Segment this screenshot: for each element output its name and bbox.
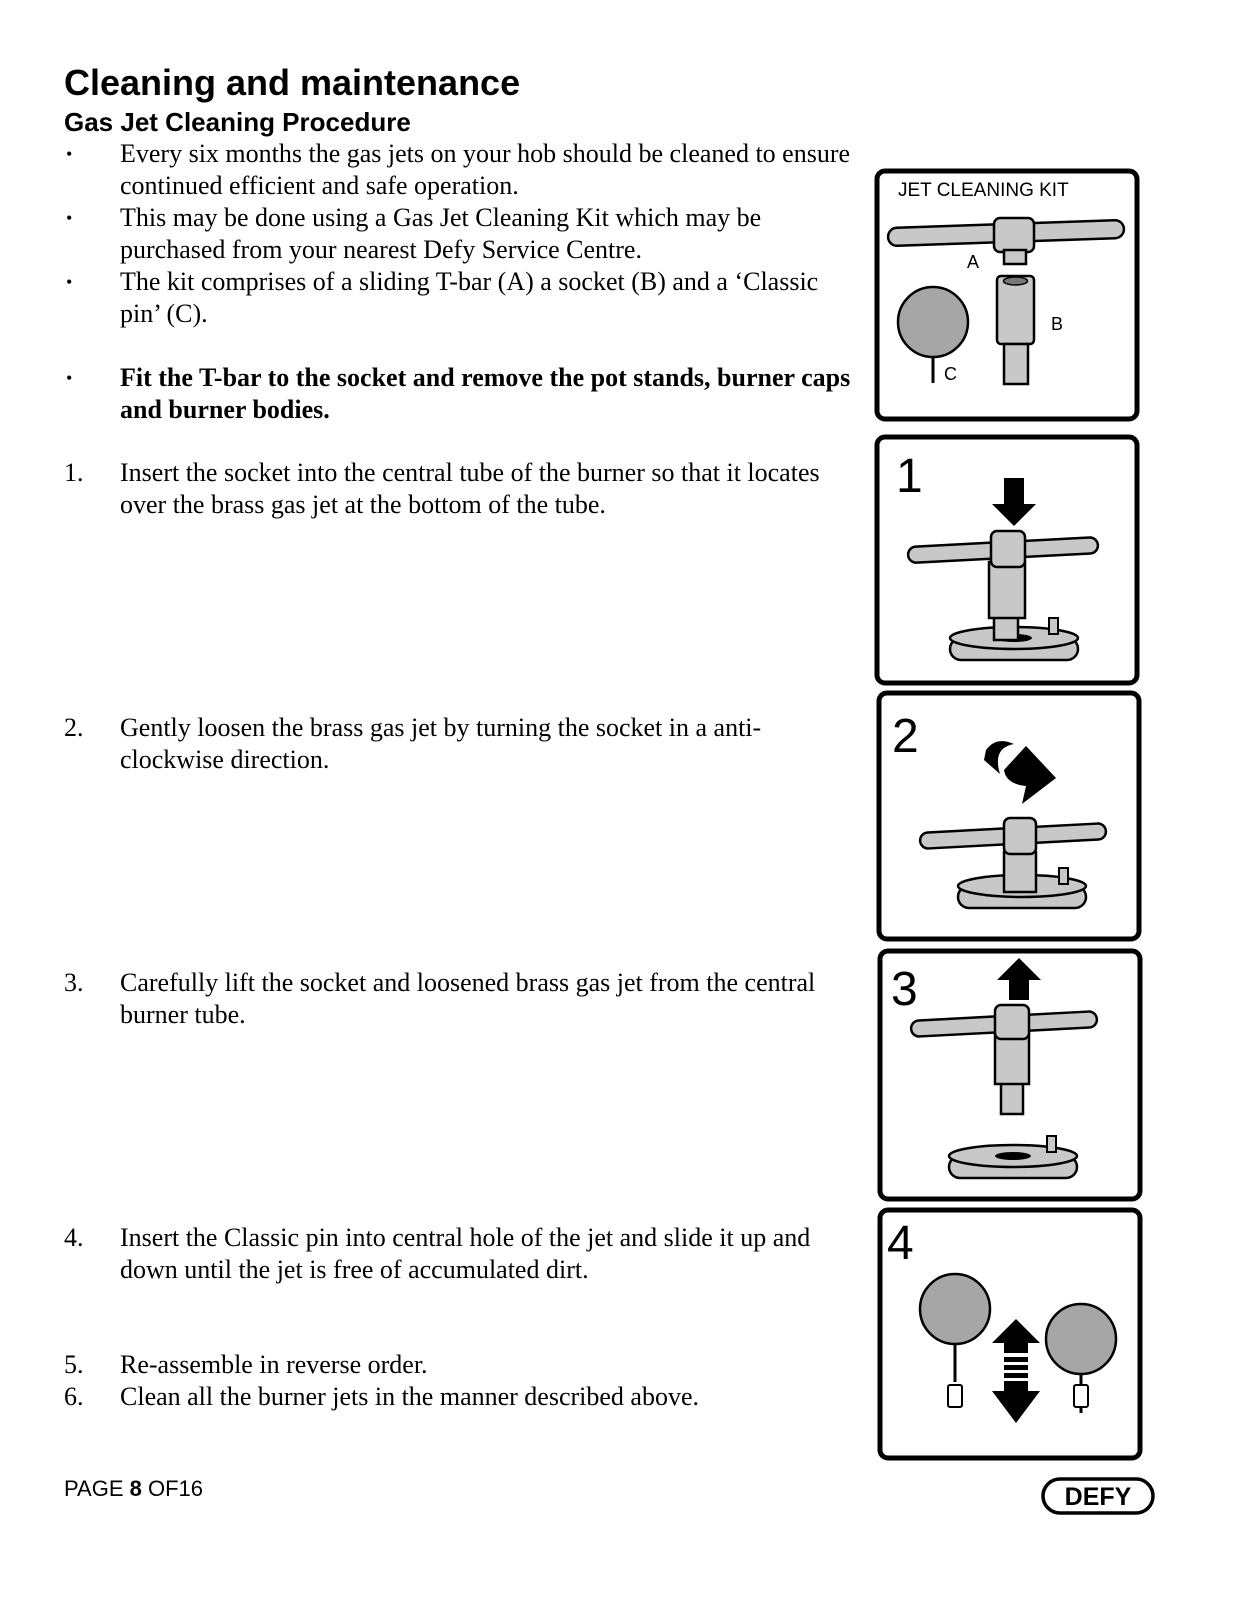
step-text: Clean all the burner jets in the manner described above. (120, 1382, 700, 1411)
bullet-text: Every six months the gas jets on your hob should be cleaned to ensure continued efficient and safe operation. (120, 139, 851, 200)
step-3-panel (877, 948, 1143, 1202)
bullet-item (64, 266, 864, 330)
bullet-item (64, 138, 864, 202)
bullet-marker: • (66, 368, 73, 388)
bullet-text: This may be done using a Gas Jet Cleaning Kit which may be purchased from your nearest Defy Service Centre. (120, 203, 762, 264)
logo-text: DEFY (1064, 1483, 1132, 1511)
kit-title: JET CLEANING KIT (898, 180, 1069, 201)
step-item (64, 1222, 864, 1286)
step-item (64, 1349, 864, 1381)
bullet-item (64, 202, 864, 266)
step-number: 1. (64, 458, 84, 487)
panel-number: 1 (896, 450, 923, 503)
jet-cleaning-kit-panel (874, 168, 1140, 422)
bullet-text: Fit the T-bar to the socket and remove the pot stands, burner caps and burner bodies. (120, 363, 851, 424)
step-text: Carefully lift the socket and loosened brass gas jet from the central burner tube. (120, 968, 816, 1029)
bullet-text: The kit comprises of a sliding T-bar (A) a socket (B) and a ‘Classic pin’ (C). (120, 267, 819, 328)
panel-number: 2 (892, 710, 919, 763)
step-item (64, 967, 864, 1031)
step-1-panel (874, 434, 1140, 686)
step-text: Re-assemble in reverse order. (120, 1350, 428, 1379)
bullet-marker: • (66, 272, 73, 292)
step-number: 4. (64, 1223, 84, 1252)
bullet-marker: • (66, 208, 73, 228)
step-text: Insert the socket into the central tube of the burner so that it locates over the brass gas jet at the bottom of the tube. (120, 458, 820, 519)
section-title: Gas Jet Cleaning Procedure (64, 107, 411, 137)
step-number: 5. (64, 1350, 84, 1379)
step-text: Insert the Classic pin into central hole of the jet and slide it up and down until the jet is free of accumulated dirt. (120, 1223, 811, 1284)
bullet-item (64, 362, 864, 426)
page-prefix: PAGE (64, 1476, 130, 1501)
step-number: 3. (64, 968, 84, 997)
step-number: 2. (64, 713, 84, 742)
page-footer (64, 1476, 203, 1502)
step-2-panel (876, 690, 1142, 942)
step-item (64, 457, 864, 521)
step-number: 6. (64, 1382, 84, 1411)
step-text: Gently loosen the brass gas jet by turning the socket in a anti-clockwise direction. (120, 713, 762, 774)
page-title: Cleaning and maintenance (64, 62, 521, 103)
defy-logo (1041, 1477, 1155, 1515)
step-4-panel (877, 1207, 1143, 1461)
page-suffix: OF16 (141, 1476, 204, 1501)
step-item (64, 1381, 864, 1413)
page-number: 8 (129, 1476, 142, 1501)
label-c: C (944, 364, 957, 384)
label-a: A (967, 252, 980, 272)
step-item (64, 712, 864, 776)
label-b: B (1051, 314, 1064, 334)
panel-number: 3 (891, 963, 918, 1016)
panel-number: 4 (887, 1217, 914, 1270)
bullet-marker: • (66, 144, 73, 164)
